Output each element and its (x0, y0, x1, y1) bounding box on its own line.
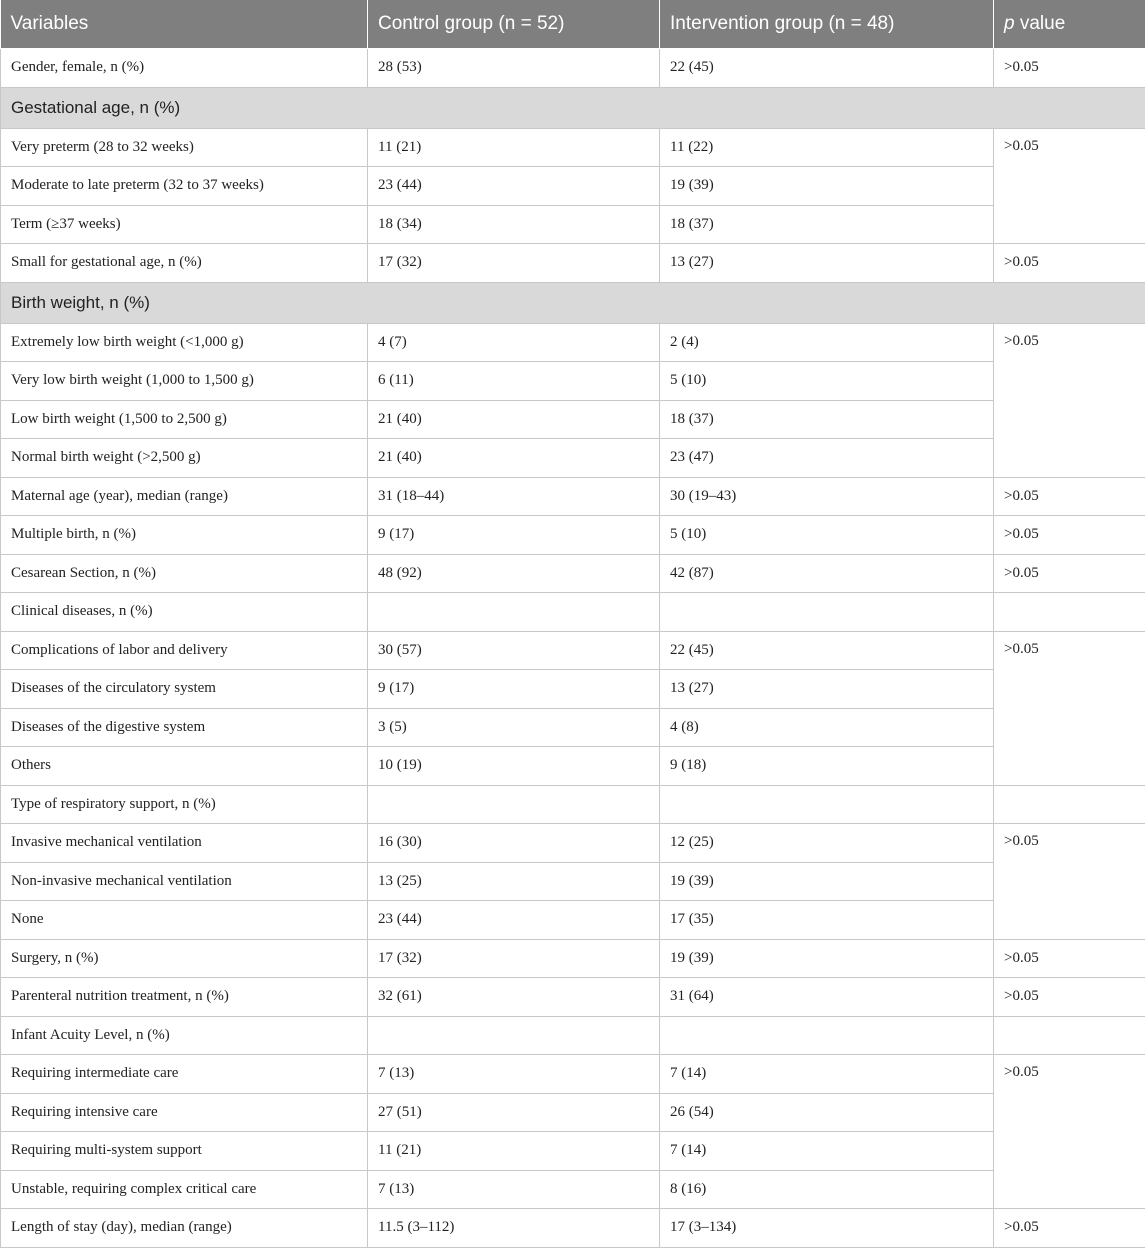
control-value: 21 (40) (368, 439, 660, 478)
control-value: 10 (19) (368, 747, 660, 786)
table-row (1, 862, 1145, 901)
intervention-value: 26 (54) (660, 1093, 994, 1132)
control-value: 21 (40) (368, 400, 660, 439)
intervention-value: 8 (16) (660, 1170, 994, 1209)
intervention-value: 11 (22) (660, 128, 994, 167)
control-value: 27 (51) (368, 1093, 660, 1132)
header-intervention-group: Intervention group (n = 48) (660, 0, 994, 49)
table-row (1, 128, 1145, 167)
row-label: Surgery, n (%) (1, 939, 368, 978)
intervention-value: 42 (87) (660, 554, 994, 593)
p-value: >0.05 (994, 323, 1145, 477)
row-label: Cesarean Section, n (%) (1, 554, 368, 593)
control-value: 31 (18–44) (368, 477, 660, 516)
section-row (1, 87, 1145, 128)
control-value: 11.5 (3–112) (368, 1209, 660, 1248)
p-value (994, 593, 1145, 632)
row-label: Gender, female, n (%) (1, 49, 368, 88)
control-value: 11 (21) (368, 128, 660, 167)
p-value: >0.05 (994, 1209, 1145, 1248)
header-variables: Variables (1, 0, 368, 49)
row-label: Infant Acuity Level, n (%) (1, 1016, 368, 1055)
p-value: >0.05 (994, 824, 1145, 940)
header-p-rest: value (1015, 13, 1066, 34)
table-row (1, 708, 1145, 747)
table-row (1, 1170, 1145, 1209)
row-label: Low birth weight (1,500 to 2,500 g) (1, 400, 368, 439)
control-value: 28 (53) (368, 49, 660, 88)
row-label: Length of stay (day), median (range) (1, 1209, 368, 1248)
intervention-value: 30 (19–43) (660, 477, 994, 516)
intervention-value: 12 (25) (660, 824, 994, 863)
row-label: Clinical diseases, n (%) (1, 593, 368, 632)
control-value: 11 (21) (368, 1132, 660, 1171)
table-row (1, 747, 1145, 786)
control-value: 9 (17) (368, 516, 660, 555)
control-value: 13 (25) (368, 862, 660, 901)
row-label: Others (1, 747, 368, 786)
row-label: Diseases of the circulatory system (1, 670, 368, 709)
row-label: Normal birth weight (>2,500 g) (1, 439, 368, 478)
section-label: Birth weight, n (%) (1, 282, 1145, 323)
intervention-value (660, 785, 994, 824)
table-row (1, 1209, 1145, 1248)
row-label: Non-invasive mechanical ventilation (1, 862, 368, 901)
table-row (1, 1016, 1145, 1055)
p-value: >0.05 (994, 978, 1145, 1017)
row-label: Very low birth weight (1,000 to 1,500 g) (1, 362, 368, 401)
intervention-value: 2 (4) (660, 323, 994, 362)
intervention-value: 18 (37) (660, 400, 994, 439)
p-value (994, 785, 1145, 824)
intervention-value: 13 (27) (660, 244, 994, 283)
control-value: 17 (32) (368, 939, 660, 978)
intervention-value: 19 (39) (660, 862, 994, 901)
intervention-value: 13 (27) (660, 670, 994, 709)
row-label: Very preterm (28 to 32 weeks) (1, 128, 368, 167)
intervention-value: 18 (37) (660, 205, 994, 244)
intervention-value: 4 (8) (660, 708, 994, 747)
section-row (1, 282, 1145, 323)
p-value: >0.05 (994, 1055, 1145, 1209)
control-value: 30 (57) (368, 631, 660, 670)
row-label: Requiring intensive care (1, 1093, 368, 1132)
table-row (1, 49, 1145, 88)
table-row (1, 1055, 1145, 1094)
control-value: 7 (13) (368, 1170, 660, 1209)
control-value: 48 (92) (368, 554, 660, 593)
row-label: Moderate to late preterm (32 to 37 weeks) (1, 167, 368, 206)
p-value: >0.05 (994, 554, 1145, 593)
control-value: 17 (32) (368, 244, 660, 283)
intervention-value: 17 (3–134) (660, 1209, 994, 1248)
control-value (368, 593, 660, 632)
p-value: >0.05 (994, 939, 1145, 978)
row-label: Invasive mechanical ventilation (1, 824, 368, 863)
section-label: Gestational age, n (%) (1, 87, 1145, 128)
p-value: >0.05 (994, 477, 1145, 516)
table-row (1, 362, 1145, 401)
row-label: Small for gestational age, n (%) (1, 244, 368, 283)
intervention-value: 23 (47) (660, 439, 994, 478)
table-row (1, 439, 1145, 478)
intervention-value: 19 (39) (660, 939, 994, 978)
row-label: Unstable, requiring complex critical care (1, 1170, 368, 1209)
control-value: 18 (34) (368, 205, 660, 244)
p-value: >0.05 (994, 244, 1145, 283)
control-value: 9 (17) (368, 670, 660, 709)
table-row (1, 1132, 1145, 1171)
p-value: >0.05 (994, 516, 1145, 555)
intervention-value: 9 (18) (660, 747, 994, 786)
table-row (1, 785, 1145, 824)
p-value: >0.05 (994, 631, 1145, 785)
p-value: >0.05 (994, 49, 1145, 88)
table-row (1, 978, 1145, 1017)
table-row (1, 824, 1145, 863)
row-label: Multiple birth, n (%) (1, 516, 368, 555)
row-label: Requiring multi-system support (1, 1132, 368, 1171)
p-value: >0.05 (994, 128, 1145, 244)
p-value (994, 1016, 1145, 1055)
table-row (1, 205, 1145, 244)
control-value: 6 (11) (368, 362, 660, 401)
intervention-value: 17 (35) (660, 901, 994, 940)
intervention-value: 7 (14) (660, 1055, 994, 1094)
row-label: Maternal age (year), median (range) (1, 477, 368, 516)
control-value: 23 (44) (368, 167, 660, 206)
intervention-value (660, 1016, 994, 1055)
control-value (368, 785, 660, 824)
table-row (1, 167, 1145, 206)
header-row (1, 0, 1145, 49)
table-row (1, 939, 1145, 978)
table-row (1, 593, 1145, 632)
control-value: 16 (30) (368, 824, 660, 863)
intervention-value: 22 (45) (660, 631, 994, 670)
intervention-value (660, 593, 994, 632)
control-value: 4 (7) (368, 323, 660, 362)
header-control-group: Control group (n = 52) (368, 0, 660, 49)
header-p-italic: p (1004, 13, 1015, 34)
table-row (1, 477, 1145, 516)
table-row (1, 323, 1145, 362)
table-row (1, 1093, 1145, 1132)
intervention-value: 5 (10) (660, 516, 994, 555)
table-row (1, 554, 1145, 593)
control-value: 23 (44) (368, 901, 660, 940)
table-row (1, 670, 1145, 709)
control-value: 32 (61) (368, 978, 660, 1017)
intervention-value: 31 (64) (660, 978, 994, 1017)
control-value (368, 1016, 660, 1055)
row-label: Extremely low birth weight (<1,000 g) (1, 323, 368, 362)
row-label: Parenteral nutrition treatment, n (%) (1, 978, 368, 1017)
table-row (1, 901, 1145, 940)
row-label: Diseases of the digestive system (1, 708, 368, 747)
table-row (1, 244, 1145, 283)
row-label: Requiring intermediate care (1, 1055, 368, 1094)
intervention-value: 22 (45) (660, 49, 994, 88)
table-row (1, 516, 1145, 555)
row-label: Complications of labor and delivery (1, 631, 368, 670)
table-row (1, 400, 1145, 439)
control-value: 7 (13) (368, 1055, 660, 1094)
intervention-value: 7 (14) (660, 1132, 994, 1171)
table-row (1, 631, 1145, 670)
row-label: Type of respiratory support, n (%) (1, 785, 368, 824)
control-value: 3 (5) (368, 708, 660, 747)
intervention-value: 19 (39) (660, 167, 994, 206)
row-label: None (1, 901, 368, 940)
row-label: Term (≥37 weeks) (1, 205, 368, 244)
intervention-value: 5 (10) (660, 362, 994, 401)
header-p-value (994, 0, 1145, 49)
